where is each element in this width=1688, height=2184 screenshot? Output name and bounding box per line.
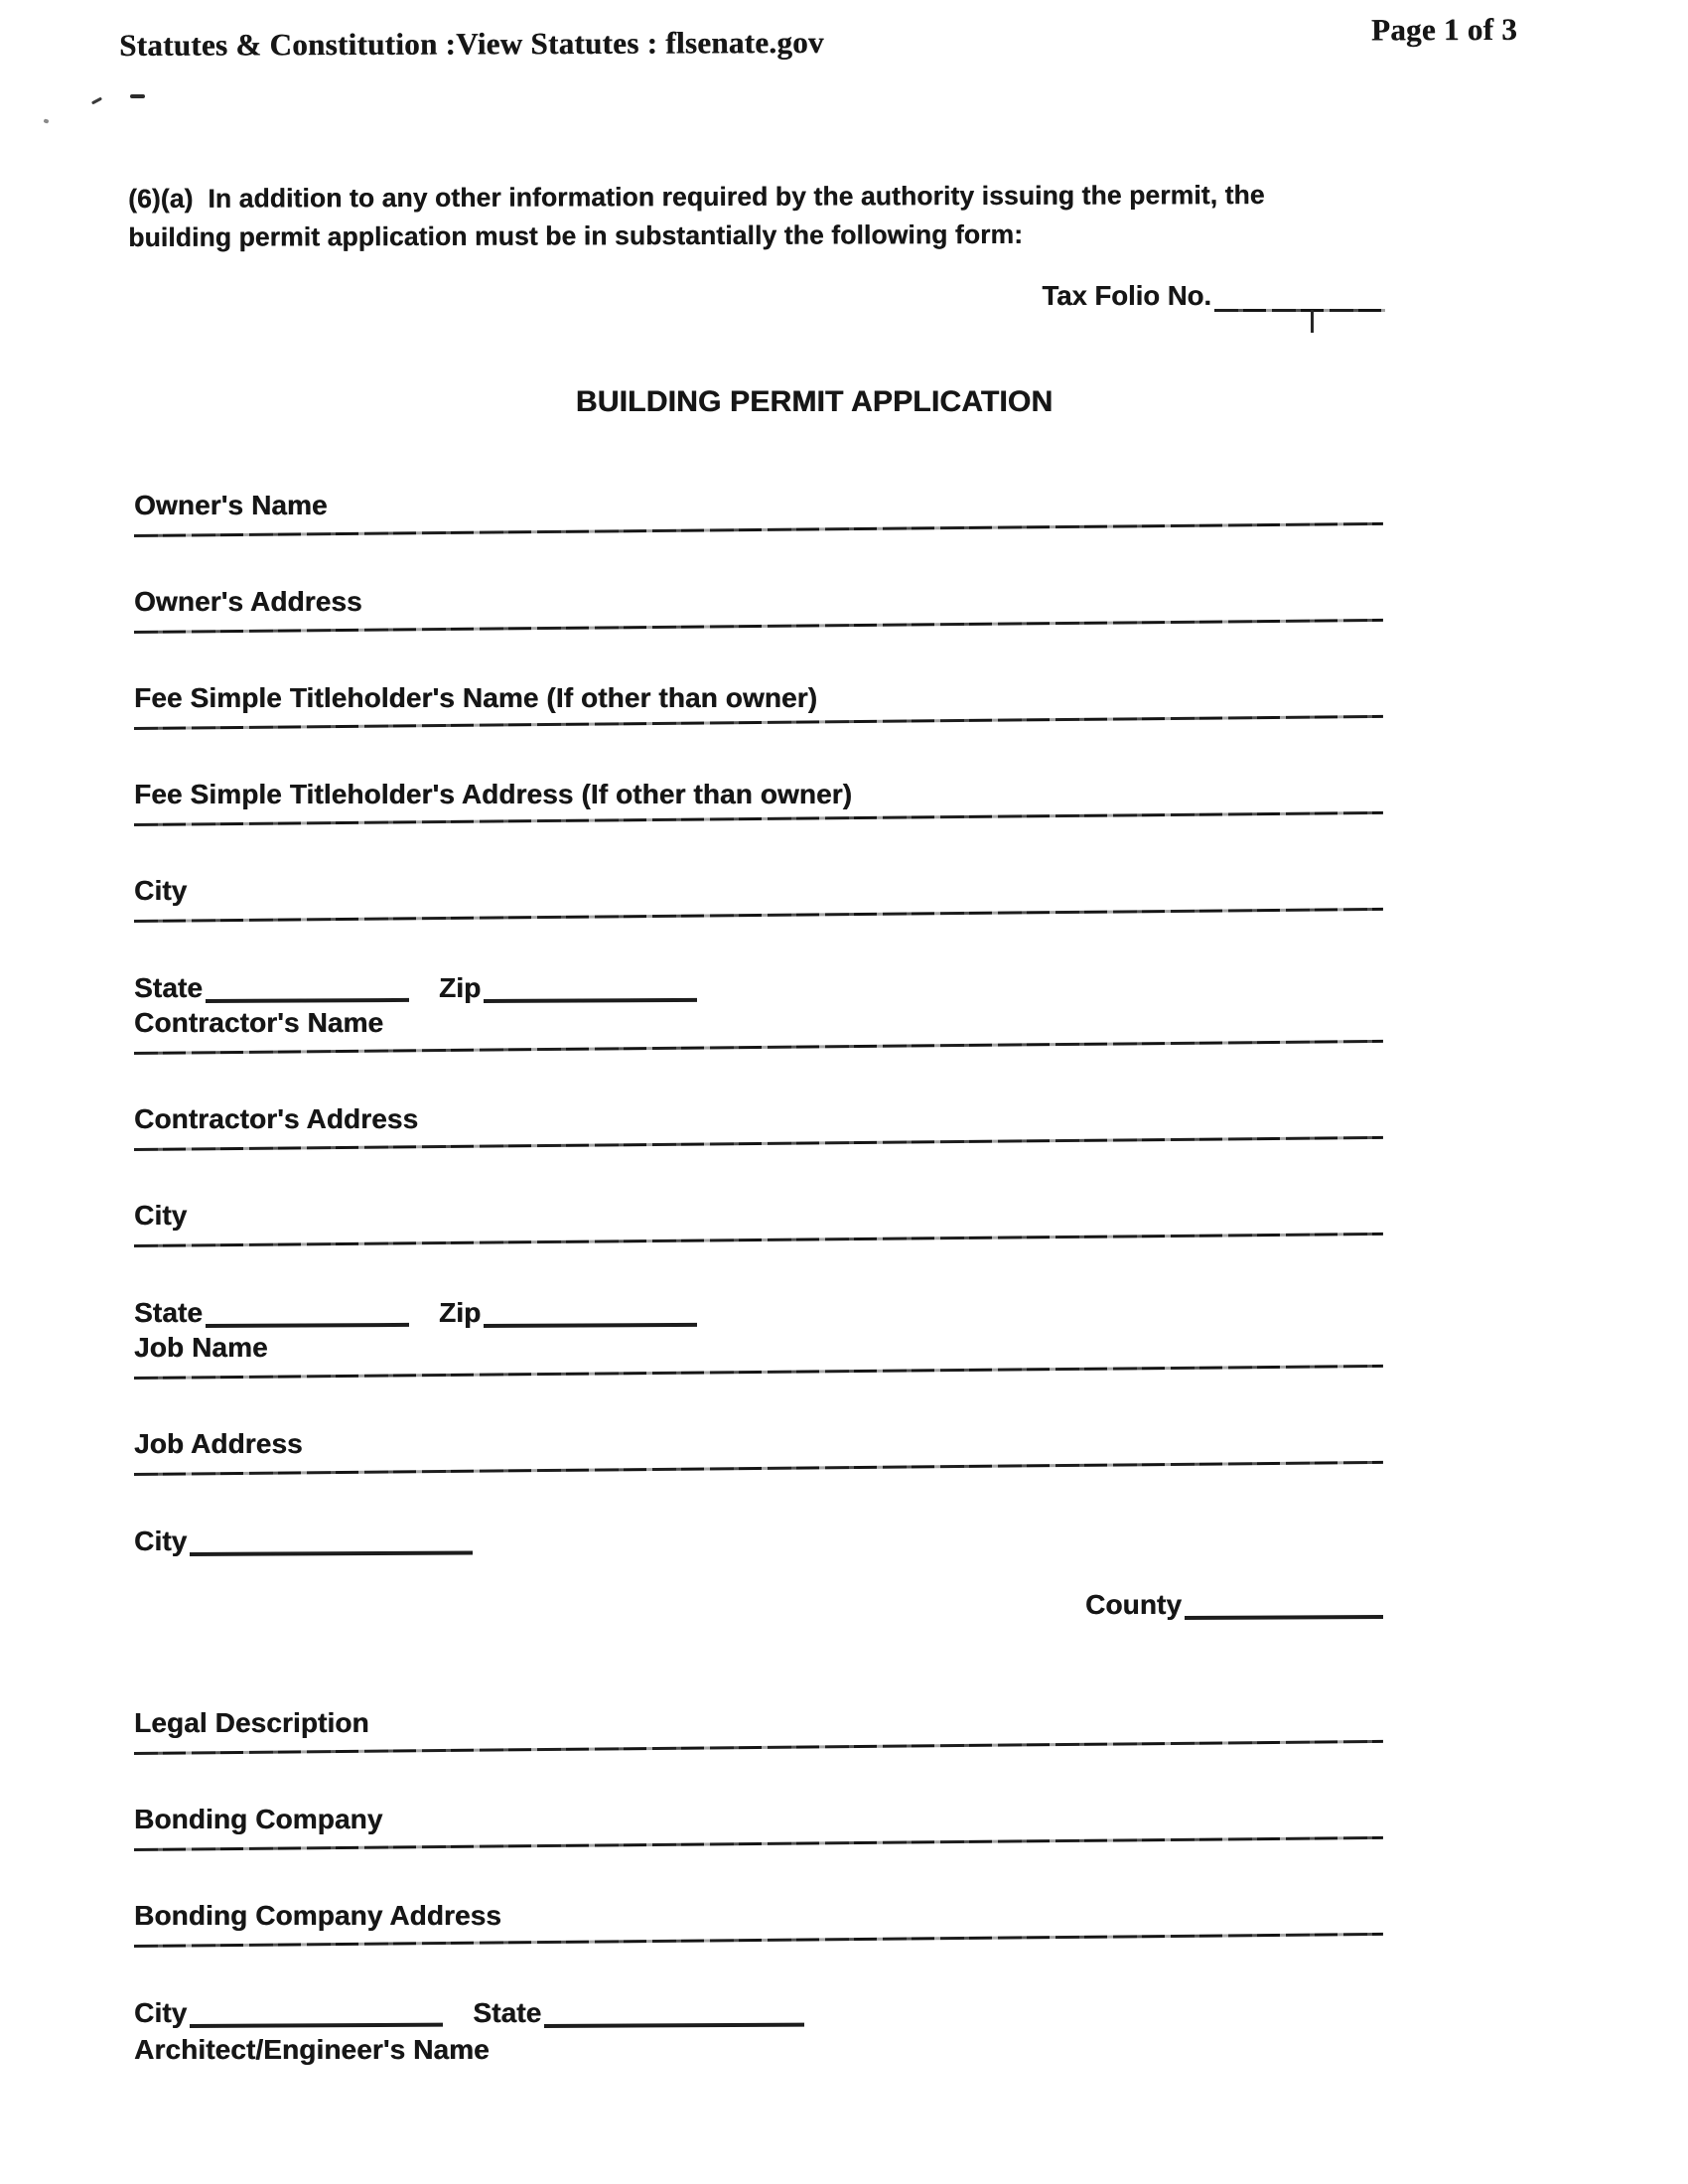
- field-fee-simple-titleholders-name: [134, 681, 1383, 730]
- job-city-blank-line: [190, 1550, 473, 1555]
- field-owner-city: [134, 874, 1383, 923]
- field-contractor-city: [134, 1199, 1383, 1247]
- scan-artifact: [91, 97, 102, 105]
- bonding-city-label: City: [134, 1997, 188, 2028]
- field-contractor-zip: [439, 1295, 697, 1331]
- job-address-blank-line: [134, 1461, 1383, 1476]
- bonding-company-address-blank-line: [134, 1933, 1383, 1948]
- scan-tick-mark: [1311, 310, 1314, 333]
- job-name-label: Job Name: [134, 1332, 268, 1363]
- county-label: County: [1084, 1589, 1182, 1620]
- owners-address-blank-line: [134, 619, 1383, 634]
- bonding-company-blank-line: [134, 1836, 1383, 1851]
- field-architect-engineers-name: [134, 2031, 1383, 2067]
- contractors-address-label: Contractor's Address: [134, 1103, 419, 1134]
- field-contractors-address: [134, 1102, 1383, 1151]
- bonding-state-blank-line: [544, 2022, 804, 2027]
- owners-name-blank-line: [134, 522, 1383, 537]
- tax-folio-label: Tax Folio No.: [1042, 280, 1211, 311]
- field-bonding-city-state: [134, 1995, 1383, 2031]
- field-job-name: [134, 1331, 1383, 1380]
- tax-folio-field: [1042, 280, 1385, 312]
- field-bonding-state: [473, 1995, 804, 2031]
- contractors-name-blank-line: [134, 1040, 1383, 1055]
- bonding-company-label: Bonding Company: [134, 1804, 383, 1834]
- legal-description-label: Legal Description: [134, 1707, 369, 1738]
- architect-engineers-name-label: Architect/Engineer's Name: [134, 2034, 490, 2065]
- contractor-zip-label: Zip: [438, 1297, 482, 1328]
- field-owners-address: [134, 585, 1383, 634]
- field-job-city: [134, 1524, 1383, 1559]
- county-blank-line: [1185, 1614, 1383, 1619]
- form-fields: [134, 489, 1383, 2067]
- fee-simple-titleholders-name-blank-line: [134, 715, 1383, 730]
- scan-artifact: [130, 94, 145, 98]
- fee-simple-titleholders-name-label: Fee Simple Titleholder's Name (If other than owner): [134, 682, 818, 713]
- contractor-state-label: State: [134, 1297, 203, 1328]
- bonding-company-address-label: Bonding Company Address: [134, 1900, 501, 1931]
- field-owner-state: [134, 970, 409, 1006]
- form-title: BUILDING PERMIT APPLICATION: [575, 385, 1054, 418]
- fee-simple-titleholders-address-blank-line: [134, 811, 1383, 826]
- field-fee-simple-titleholders-address: [134, 778, 1383, 826]
- tax-folio-blank-line: [1214, 309, 1385, 312]
- contractor-city-label: City: [134, 1200, 188, 1231]
- bonding-city-blank-line: [190, 2022, 443, 2027]
- bonding-state-label: State: [473, 1997, 542, 2028]
- owners-address-label: Owner's Address: [134, 586, 362, 617]
- contractors-address-blank-line: [134, 1136, 1383, 1151]
- field-county: [134, 1587, 1383, 1623]
- field-contractor-state: [134, 1295, 409, 1331]
- job-name-blank-line: [134, 1365, 1383, 1380]
- field-bonding-city: [134, 1995, 443, 2031]
- page-header: [119, 11, 1518, 64]
- statute-paragraph: (6)(a) In addition to any other information required by the authority issuing the permit, the building permit application must be in substantially the following form:: [128, 180, 1265, 253]
- field-bonding-company-address: [134, 1899, 1383, 1948]
- contractor-zip-blank-line: [484, 1322, 697, 1327]
- field-owner-zip: [439, 970, 697, 1006]
- header-title: Statutes & Constitution :View Statutes : flsenate.gov: [119, 24, 824, 63]
- owner-zip-blank-line: [484, 997, 697, 1002]
- contractors-name-label: Contractor's Name: [134, 1007, 384, 1038]
- owner-state-blank-line: [206, 997, 409, 1002]
- contractor-city-blank-line: [134, 1233, 1383, 1247]
- scan-artifact: [43, 118, 49, 123]
- page-number: Page 1 of 3: [1370, 11, 1518, 48]
- owner-zip-label: Zip: [438, 972, 482, 1003]
- contractor-state-blank-line: [206, 1322, 409, 1327]
- field-contractors-name: [134, 1006, 1383, 1055]
- owners-name-label: Owner's Name: [134, 490, 328, 520]
- field-bonding-company: [134, 1803, 1383, 1851]
- field-contractor-state-zip: [134, 1295, 1383, 1331]
- owner-city-blank-line: [134, 908, 1383, 923]
- legal-description-blank-line: [134, 1740, 1383, 1755]
- job-address-label: Job Address: [134, 1428, 303, 1459]
- field-owner-state-zip: [134, 970, 1383, 1006]
- field-job-address: [134, 1427, 1383, 1476]
- owner-city-label: City: [134, 875, 188, 906]
- fee-simple-titleholders-address-label: Fee Simple Titleholder's Address (If other than owner): [134, 779, 853, 809]
- owner-state-label: State: [134, 972, 203, 1003]
- job-city-label: City: [134, 1526, 188, 1556]
- field-owners-name: [134, 489, 1383, 537]
- field-legal-description: [134, 1706, 1383, 1755]
